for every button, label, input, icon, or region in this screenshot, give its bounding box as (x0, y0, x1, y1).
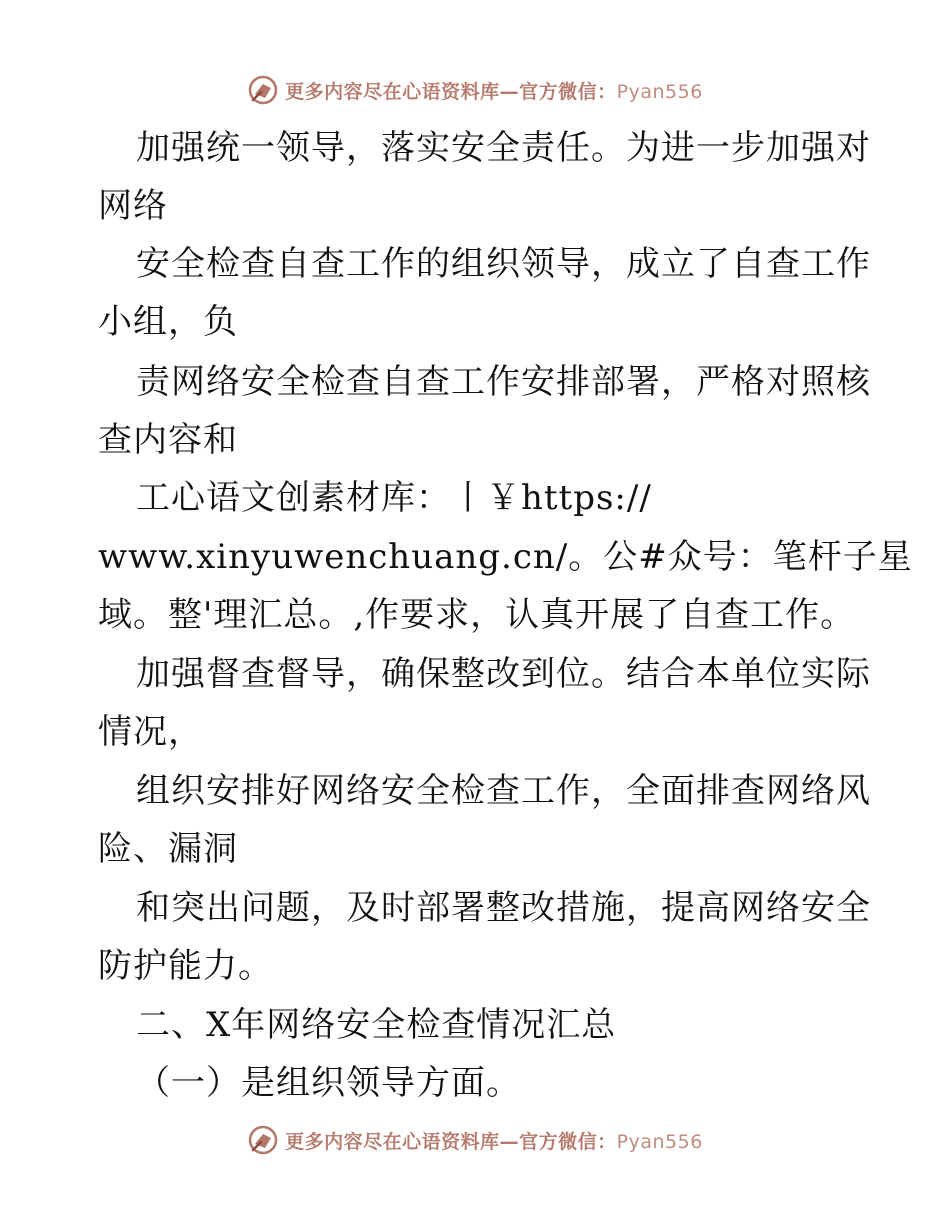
section-heading: 二、X年网络安全检查情况汇总 (136, 1005, 617, 1045)
paragraph-line: 加强统一领导，落实安全责任。为进一步加强对 (136, 128, 871, 168)
footer-watermark-banner (0, 1120, 950, 1160)
paragraph-line: 工心语文创素材库：丨￥https:// (136, 478, 652, 518)
subsection-heading: （一）是组织领导方面。 (136, 1063, 521, 1103)
paragraph-line: 小组，负 (98, 302, 238, 342)
banner-handle: Pyan556 (616, 1130, 703, 1153)
paragraph-line: 和突出问题，及时部署整改措施，提高网络安全 (136, 888, 871, 928)
banner-handle: Pyan556 (616, 80, 703, 103)
banner-label: 更多内容尽在心语资料库—官方微信： (285, 1130, 617, 1153)
paragraph-line: 域。整'理汇总。,作要求，认真开展了自查工作。 (98, 595, 856, 635)
paragraph-line: 责网络安全检查自查工作安排部署，严格对照核 (136, 362, 871, 402)
banner-text (285, 77, 703, 104)
banner-label: 更多内容尽在心语资料库—官方微信： (285, 80, 617, 103)
paragraph-line: 组织安排好网络安全检查工作，全面排查网络风 (136, 771, 871, 811)
paragraph-line: 安全检查自查工作的组织领导，成立了自查工作 (136, 244, 871, 284)
paragraph-line: 防护能力。 (98, 946, 273, 986)
paragraph-line: 情况， (98, 712, 203, 752)
paragraph-line: 加强督查督导，确保整改到位。结合本单位实际 (136, 654, 871, 694)
paragraph-line: 查内容和 (98, 420, 238, 460)
paragraph-line: 网络 (98, 186, 168, 226)
paragraph-line: 险、漏洞 (98, 829, 238, 869)
header-watermark-banner (0, 70, 950, 110)
book-quill-logo-icon (247, 1124, 279, 1156)
book-quill-logo-icon (247, 74, 279, 106)
banner-text (285, 1127, 703, 1154)
paragraph-line: www.xinyuwenchuang.cn/。公#众号：笔杆子星 (98, 537, 913, 577)
